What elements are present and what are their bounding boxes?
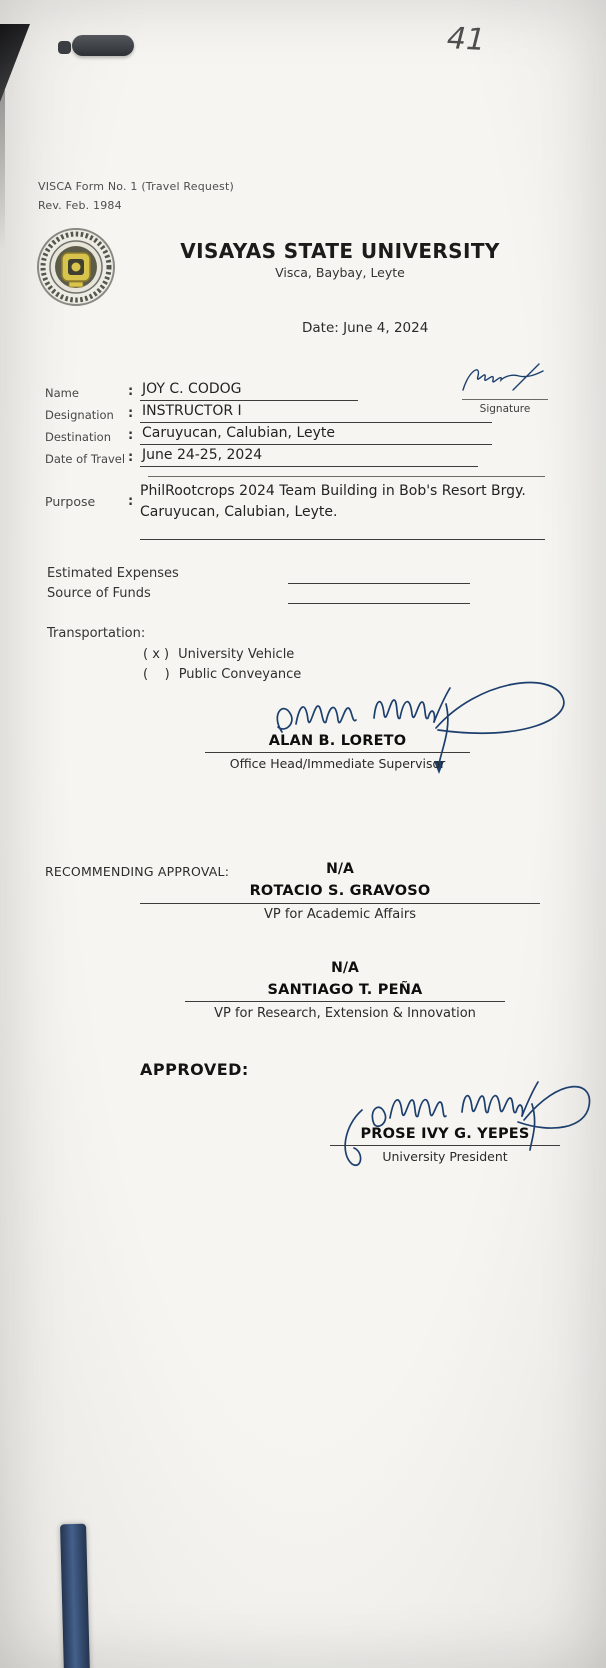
university-address: Visca, Baybay, Leyte [275,265,405,280]
purpose-label: Purpose [45,494,96,509]
office-head-rule [205,752,470,753]
recommending-approval-label: RECOMMENDING APPROVAL: [45,864,230,879]
president-name: PROSE IVY G. YEPES [360,1126,530,1142]
field-value-destination: Caruyucan, Calubian, Leyte [140,425,492,445]
field-colon: : [128,428,134,443]
president-title: University President [382,1149,508,1164]
source-of-funds-label: Source of Funds [47,586,151,601]
transportation-label: Transportation: [47,626,146,641]
page-number-handwritten: 41 [446,21,487,58]
office-head-title: Office Head/Immediate Supervisor [229,756,446,771]
field-label-travel-date: Date of Travel [45,452,126,466]
field-colon: : [128,450,134,465]
signature-caption: Signature [479,403,531,415]
field-value-travel-date: June 24-25, 2024 [140,447,478,467]
source-of-funds-line [288,603,470,604]
president-rule [330,1145,560,1146]
option-label: University Vehicle [178,647,295,662]
requester-signature-line [462,399,548,400]
field-colon: : [128,406,134,421]
date-line: Date: June 4, 2024 [302,320,429,336]
purpose-top-rule [148,476,545,477]
field-value-designation: INSTRUCTOR I [140,403,492,423]
recommender-rule [140,903,540,904]
recommender-status: N/A [326,861,354,877]
field-value-name: JOY C. CODOG [140,381,358,401]
field-colon: : [128,384,134,399]
option-mark: ( x ) [143,647,170,662]
form-number: VISCA Form No. 1 (Travel Request) [38,180,234,193]
approved-label: APPROVED: [140,1060,249,1079]
form-revision: Rev. Feb. 1984 [38,199,122,212]
field-label-destination: Destination [45,430,111,444]
recommender-name: SANTIAGO T. PEÑA [267,982,423,998]
recommender-name: ROTACIO S. GRAVOSO [249,883,431,899]
left-edge-shadow [0,90,5,250]
office-head-name: ALAN B. LORETO [268,733,407,749]
binder-clip [72,35,134,56]
estimated-expenses-line [288,583,470,584]
university-seal-icon [36,227,116,307]
recommender-title: VP for Academic Affairs [263,907,416,922]
option-label: Public Conveyance [178,667,302,682]
recommender-title: VP for Research, Extension & Innovation [214,1006,476,1021]
option-mark: ( ) [143,667,170,682]
recommender-rule [185,1001,505,1002]
bottom-edge-strip [60,1524,90,1668]
binder-clip-knob [58,41,71,54]
purpose-value: PhilRootcrops 2024 Team Building in Bob's Resort Brgy. Caruyucan, Calubian, Leyte. [140,483,526,520]
recommender-status: N/A [331,960,359,976]
requester-signature-ink [455,360,560,402]
purpose-bottom-rule [140,539,545,540]
estimated-expenses-label: Estimated Expenses [47,566,179,581]
field-label-name: Name [45,386,79,400]
transport-option-university-vehicle [143,647,294,662]
university-name: VISAYAS STATE UNIVERSITY [180,239,500,263]
field-label-designation: Designation [45,408,114,422]
field-colon: : [128,494,134,509]
